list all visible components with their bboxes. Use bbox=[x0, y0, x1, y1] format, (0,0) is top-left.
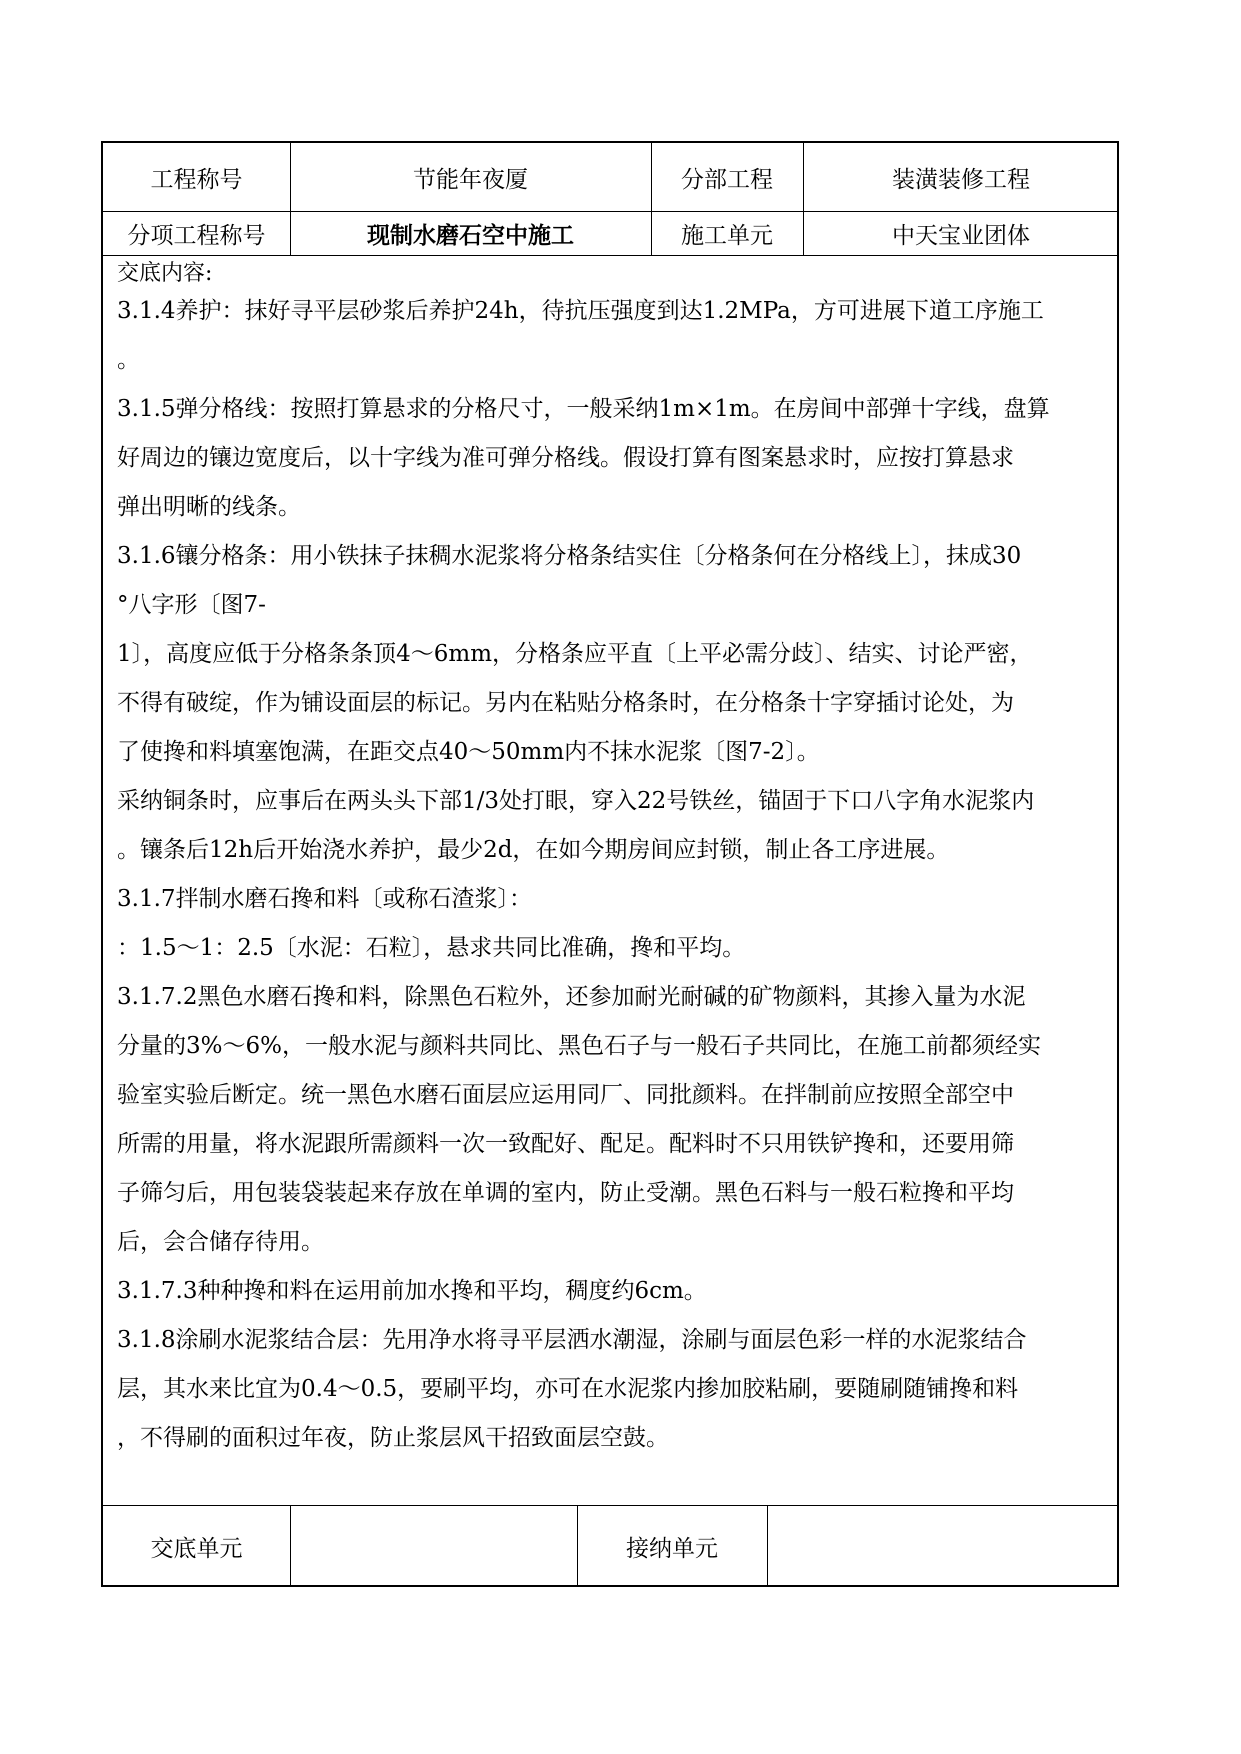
content-line: 后，会合储存待用。 bbox=[117, 1229, 324, 1255]
construction-unit-value: 中天宝业团体 bbox=[892, 222, 1030, 249]
divider bbox=[803, 211, 804, 255]
content-line: 。 bbox=[117, 347, 140, 373]
content-line: 分量的3%～6%，一般水泥与颜料共同比、黑色石子与一般石子共同比，在施工前都须经实 bbox=[117, 1033, 1041, 1059]
disclosing-unit-label: 交底单元 bbox=[150, 1535, 243, 1562]
content-line: ，不得刷的面积过年夜，防止浆层风干招致面层空鼓。 bbox=[117, 1425, 669, 1451]
content-line: 3.1.8涂刷水泥浆结合层：先用净水将寻平层洒水潮湿，涂刷与面层色彩一样的水泥浆结合 bbox=[117, 1327, 1027, 1353]
content-line: 弹出明晰的线条。 bbox=[117, 494, 301, 520]
content-line: 3.1.7.2黑色水磨石搀和料，除黑色石粒外，还参加耐光耐碱的矿物颜料，其掺入量为水泥 bbox=[117, 984, 1026, 1010]
content-line: 验室实验后断定。统一黑色水磨石面层应运用同厂、同批颜料。在拌制前应按照全部空中 bbox=[117, 1082, 1014, 1108]
footer-row bbox=[103, 1505, 1117, 1587]
content-line: 3.1.5弹分格线：按照打算悬求的分格尺寸，一般采纳1m×1m。在房间中部弹十字线，盘算 bbox=[117, 396, 1050, 422]
receiving-unit-value bbox=[767, 1505, 1119, 1587]
disclosing-unit-value bbox=[290, 1505, 577, 1587]
divider bbox=[290, 211, 291, 255]
content-line: 3.1.7拌制水磨石搀和料〔或称石渣浆〕： bbox=[117, 886, 533, 912]
content-line: 所需的用量，将水泥跟所需颜料一次一致配好、配足。配料时不只用铁铲搀和，还要用筛 bbox=[117, 1131, 1014, 1157]
divider bbox=[803, 143, 804, 211]
receiving-unit-label: 接纳单元 bbox=[626, 1535, 718, 1562]
content-line: 采纳铜条时，应事后在两头头下部1/3处打眼，穿入22号铁丝，锚固于下口八字角水泥浆内 bbox=[117, 788, 1035, 814]
disclosure-content bbox=[117, 261, 1105, 1463]
content-body bbox=[117, 287, 1105, 1463]
divider bbox=[103, 255, 1117, 256]
content-line: 不得有破绽，作为铺设面层的标记。另内在粘贴分格条时，在分格条十字穿插讨论处，为 bbox=[117, 690, 1014, 716]
content-line: °八字形〔图7- bbox=[117, 592, 266, 618]
content-line: 层，其水来比宜为0.4～0.5，要刷平均，亦可在水泥浆内掺加胶粘刷，要随刷随铺搀和料 bbox=[117, 1376, 1019, 1402]
content-line: 子筛匀后，用包装袋装起来存放在单调的室内，防止受潮。黑色石料与一般石粒搀和平均 bbox=[117, 1180, 1014, 1206]
content-line: 好周边的镶边宽度后，以十字线为准可弹分格线。假设打算有图案悬求时，应按打算悬求 bbox=[117, 445, 1014, 471]
header-row-2 bbox=[103, 211, 1117, 255]
project-name-value: 节能年夜厦 bbox=[413, 166, 528, 193]
content-line: 3.1.7.3种种搀和料在运用前加水搀和平均，稠度约6cm。 bbox=[117, 1278, 707, 1304]
subitem-name-label: 分项工程称号 bbox=[127, 222, 266, 249]
project-name-label: 工程称号 bbox=[150, 166, 243, 193]
header-row-1 bbox=[103, 143, 1117, 211]
content-line: 。镶条后12h后开始浇水养护，最少2d，在如今期房间应封锁，制止各工序进展。 bbox=[117, 837, 950, 863]
divider bbox=[577, 1505, 578, 1587]
construction-unit-label: 施工单元 bbox=[681, 222, 773, 249]
division-value: 装潢装修工程 bbox=[892, 166, 1030, 193]
divider bbox=[290, 143, 291, 211]
content-line: 了使搀和料填塞饱满，在距交点40～50mm内不抹水泥浆〔图7-2〕。 bbox=[117, 739, 820, 765]
content-line: ：1.5～1：2.5〔水泥：石粒〕，悬求共同比准确，搀和平均。 bbox=[117, 935, 746, 961]
content-line: 1〕，高度应低于分格条条顶4～6mm，分格条应平直〔上平必需分歧〕、结实、讨论严密， bbox=[117, 641, 1033, 667]
divider bbox=[651, 211, 652, 255]
division-label: 分部工程 bbox=[681, 166, 773, 193]
disclosure-form bbox=[101, 141, 1119, 1587]
content-line: 3.1.6镶分格条：用小铁抹子抹稠水泥浆将分格条结实住〔分格条何在分格线上〕，抹成30 bbox=[117, 543, 1022, 569]
content-heading: 交底内容: bbox=[117, 261, 213, 286]
divider bbox=[651, 143, 652, 211]
subitem-name-value: 现制水磨石空中施工 bbox=[367, 222, 574, 249]
divider bbox=[290, 1505, 291, 1587]
content-line: 3.1.4养护：抹好寻平层砂浆后养护24h，待抗压强度到达1.2MPa，方可进展下道工序施工 bbox=[117, 298, 1044, 324]
divider bbox=[767, 1505, 768, 1587]
